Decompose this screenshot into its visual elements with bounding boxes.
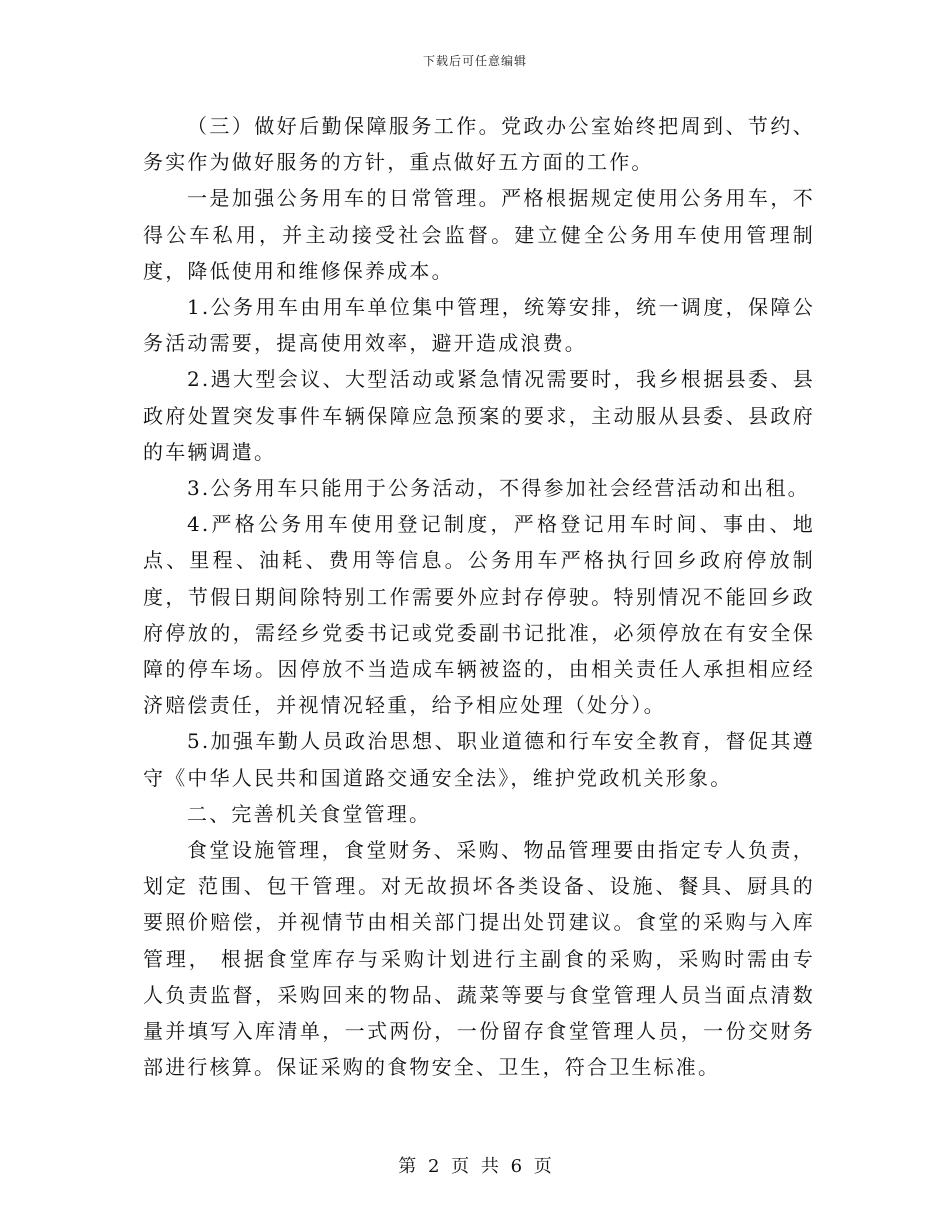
- paragraph-logistics-service: （三）做好后勤保障服务工作。党政办公室始终把周到、节约、务实作为做好服务的方针，重点做好五方面的工作。: [143, 114, 815, 175]
- paragraph-item-3: 3.公务用车只能用于公务活动，不得参加社会经营活动和出租。: [187, 476, 810, 501]
- paragraph-item-1: 1.公务用车由用车单位集中管理，统筹安排，统一调度，保障公务活动需要，提高使用效率，避开造成浪费。: [143, 295, 815, 356]
- paragraph-item-2: 2.遇大型会议、大型活动或紧急情况需要时，我乡根据县委、县政府处置突发事件车辆保障应急预案的要求，主动服从县委、县政府的车辆调遣。: [143, 367, 815, 464]
- paragraph-item-5: 5.加强车勤人员政治思想、职业道德和行车安全教育，督促其遵守《中华人民共和国道路交通安全法》，维护党政机关形象。: [143, 729, 815, 790]
- document-body: [143, 108, 815, 1085]
- paragraph-vehicle-management: 一是加强公务用车的日常管理。严格根据规定使用公务用车，不得公车私用，并主动接受社会监督。建立健全公务用车使用管理制度，降低使用和维修保养成本。: [143, 186, 815, 283]
- page-footer: 第 2 页 共 6 页: [398, 1156, 552, 1177]
- paragraph-canteen-management: 食堂设施管理，食堂财务、采购、物品管理要由指定专人负责，划定 范围、包干管理。对无故损坏各类设备、设施、餐具、厨具的要照价赔偿，并视情节由相关部门提出处罚建议。食堂的采购与入库管理， 根据食堂库存与采购计划进行主副食的采购，采购时需由专人负责监督，采购回来的物品、蔬菜等要与食堂管理人员当面点清数量并填写入库清单，一式两份，一份留存食堂管理人员，一份交财务部进行核算。保证采购的食物安全、卫生，符合卫生标准。: [143, 838, 815, 1080]
- page-header: 下载后可任意编辑: [422, 54, 527, 68]
- paragraph-item-4: 4.严格公务用车使用登记制度，严格登记用车时间、事由、地点、里程、油耗、费用等信息。公务用车严格执行回乡政府停放制度，节假日期间除特别工作需要外应封存停驶。特别情况不能回乡政府停放的，需经乡党委书记或党委副书记批准，必须停放在有安全保障的停车场。因停放不当造成车辆被盗的，由相关责任人承担相应经济赔偿责任，并视情况轻重，给予相应处理（处分）。: [143, 512, 815, 718]
- paragraph-canteen-heading: 二、完善机关食堂管理。: [187, 801, 432, 826]
